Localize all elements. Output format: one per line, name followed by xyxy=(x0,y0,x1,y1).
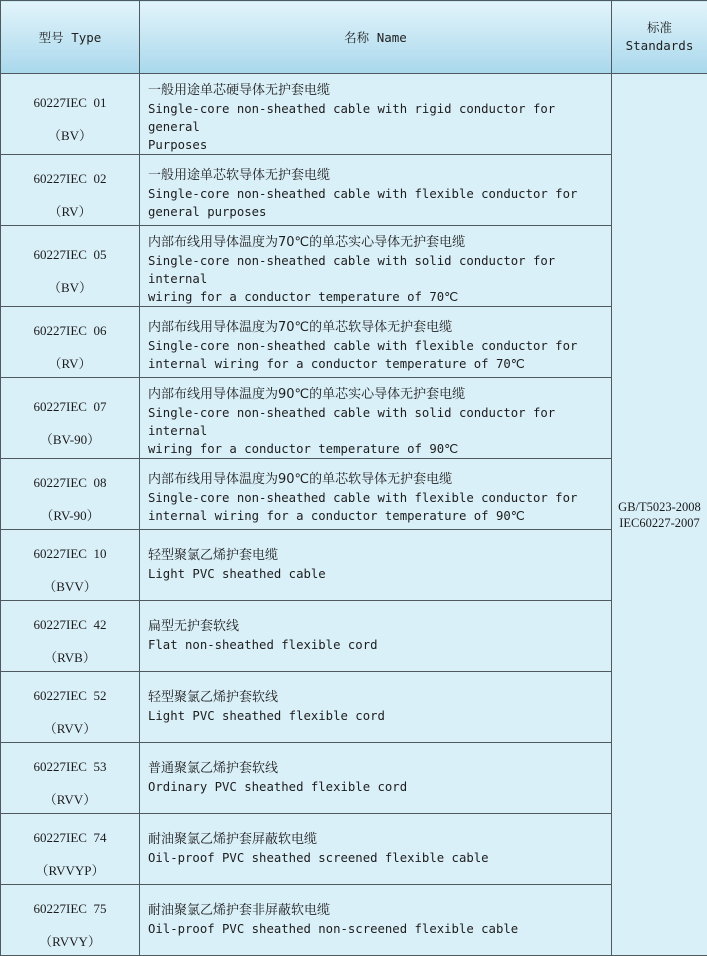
name-english: Ordinary PVC sheathed flexible cord xyxy=(148,778,611,796)
type-cell xyxy=(1,307,140,378)
standards-header-cn: 标准 xyxy=(647,20,672,35)
type-cell xyxy=(1,378,140,459)
type-cell xyxy=(1,530,140,601)
name-chinese: 耐油聚氯乙烯护套屏蔽软电缆 xyxy=(148,831,611,849)
name-chinese: 内部布线用导体温度为70℃的单芯实心导体无护套电缆 xyxy=(148,234,611,252)
name-cell xyxy=(140,601,612,672)
model-short: （RV） xyxy=(1,201,139,220)
model-short: （RVVYP） xyxy=(1,860,139,879)
type-cell xyxy=(1,601,140,672)
standards-header-en: Standards xyxy=(626,38,694,53)
name-chinese: 一般用途单芯软导体无护套电缆 xyxy=(148,167,611,185)
name-english: Flat non-sheathed flexible cord xyxy=(148,636,611,654)
table-row xyxy=(1,155,707,226)
name-cell xyxy=(140,743,612,814)
name-chinese: 普通聚氯乙烯护套软线 xyxy=(148,760,611,778)
type-cell xyxy=(1,459,140,530)
model-short: （BVV） xyxy=(1,576,139,595)
table-row xyxy=(1,226,707,307)
model-code: 60227IEC 53 xyxy=(1,759,139,775)
table-row xyxy=(1,743,707,814)
model-code: 60227IEC 10 xyxy=(1,546,139,562)
name-cell xyxy=(140,307,612,378)
table-row xyxy=(1,601,707,672)
standards-header xyxy=(612,1,707,74)
model-short: （RV） xyxy=(1,353,139,372)
standards-cell xyxy=(612,74,707,956)
model-code: 60227IEC 74 xyxy=(1,830,139,846)
model-code: 60227IEC 42 xyxy=(1,617,139,633)
name-chinese: 轻型聚氯乙烯护套软线 xyxy=(148,689,611,707)
type-cell xyxy=(1,226,140,307)
table-row xyxy=(1,307,707,378)
name-chinese: 扁型无护套软线 xyxy=(148,618,611,636)
model-code: 60227IEC 06 xyxy=(1,323,139,339)
table-row xyxy=(1,885,707,956)
name-cell xyxy=(140,74,612,155)
model-short: （RV-90） xyxy=(1,505,139,524)
type-cell xyxy=(1,155,140,226)
name-cell xyxy=(140,459,612,530)
name-english: Oil-proof PVC sheathed non-screened flexible cable xyxy=(148,920,611,938)
name-chinese: 耐油聚氯乙烯护套非屏蔽软电缆 xyxy=(148,902,611,920)
type-cell xyxy=(1,672,140,743)
type-cell xyxy=(1,74,140,155)
name-header: 名称 Name xyxy=(140,1,612,74)
model-short: （BV） xyxy=(1,125,139,144)
model-short: （BV-90） xyxy=(1,429,139,448)
table-header-row xyxy=(1,1,707,74)
model-short: （BV） xyxy=(1,277,139,296)
table-row xyxy=(1,459,707,530)
name-english: Single-core non-sheathed cable with flexible conductor for internal wiring for a conductor temperature of 90℃ xyxy=(148,489,611,525)
name-english: Single-core non-sheathed cable with flexible conductor for internal wiring for a conductor temperature of 70℃ xyxy=(148,337,611,373)
table-row xyxy=(1,530,707,601)
model-short: （RVV） xyxy=(1,789,139,808)
name-english: Single-core non-sheathed cable with flexible conductor for general purposes xyxy=(148,185,611,221)
name-cell xyxy=(140,672,612,743)
model-short: （RVVY） xyxy=(1,931,139,950)
model-short: （RVV） xyxy=(1,718,139,737)
name-cell xyxy=(140,530,612,601)
type-cell xyxy=(1,885,140,956)
type-header: 型号 Type xyxy=(1,1,140,74)
name-chinese: 内部布线用导体温度为90℃的单芯软导体无护套电缆 xyxy=(148,471,611,489)
name-english: Single-core non-sheathed cable with solid conductor for internal wiring for a conductor temperature of 90℃ xyxy=(148,404,611,458)
name-cell xyxy=(140,155,612,226)
name-cell xyxy=(140,226,612,307)
model-code: 60227IEC 02 xyxy=(1,171,139,187)
name-chinese: 内部布线用导体温度为90℃的单芯实心导体无护套电缆 xyxy=(148,386,611,404)
standard-iec: IEC60227-2007 xyxy=(619,516,700,530)
name-english: Light PVC sheathed flexible cord xyxy=(148,707,611,725)
table-row xyxy=(1,814,707,885)
name-english: Single-core non-sheathed cable with rigid conductor for general Purposes xyxy=(148,100,611,154)
model-code: 60227IEC 01 xyxy=(1,95,139,111)
name-cell xyxy=(140,378,612,459)
name-chinese: 内部布线用导体温度为70℃的单芯软导体无护套电缆 xyxy=(148,319,611,337)
type-cell xyxy=(1,814,140,885)
name-english: Single-core non-sheathed cable with solid conductor for internal wiring for a conductor temperature of 70℃ xyxy=(148,252,611,306)
table-row xyxy=(1,378,707,459)
name-english: Oil-proof PVC sheathed screened flexible cable xyxy=(148,849,611,867)
model-code: 60227IEC 75 xyxy=(1,901,139,917)
name-chinese: 轻型聚氯乙烯护套电缆 xyxy=(148,547,611,565)
model-code: 60227IEC 07 xyxy=(1,399,139,415)
model-code: 60227IEC 08 xyxy=(1,475,139,491)
model-short: （RVB） xyxy=(1,647,139,666)
table-row xyxy=(1,672,707,743)
name-cell xyxy=(140,814,612,885)
table-row xyxy=(1,74,707,155)
name-chinese: 一般用途单芯硬导体无护套电缆 xyxy=(148,82,611,100)
name-cell xyxy=(140,885,612,956)
type-cell xyxy=(1,743,140,814)
model-code: 60227IEC 05 xyxy=(1,247,139,263)
name-english: Light PVC sheathed cable xyxy=(148,565,611,583)
model-code: 60227IEC 52 xyxy=(1,688,139,704)
standard-gb: GB/T5023-2008 xyxy=(618,500,701,514)
